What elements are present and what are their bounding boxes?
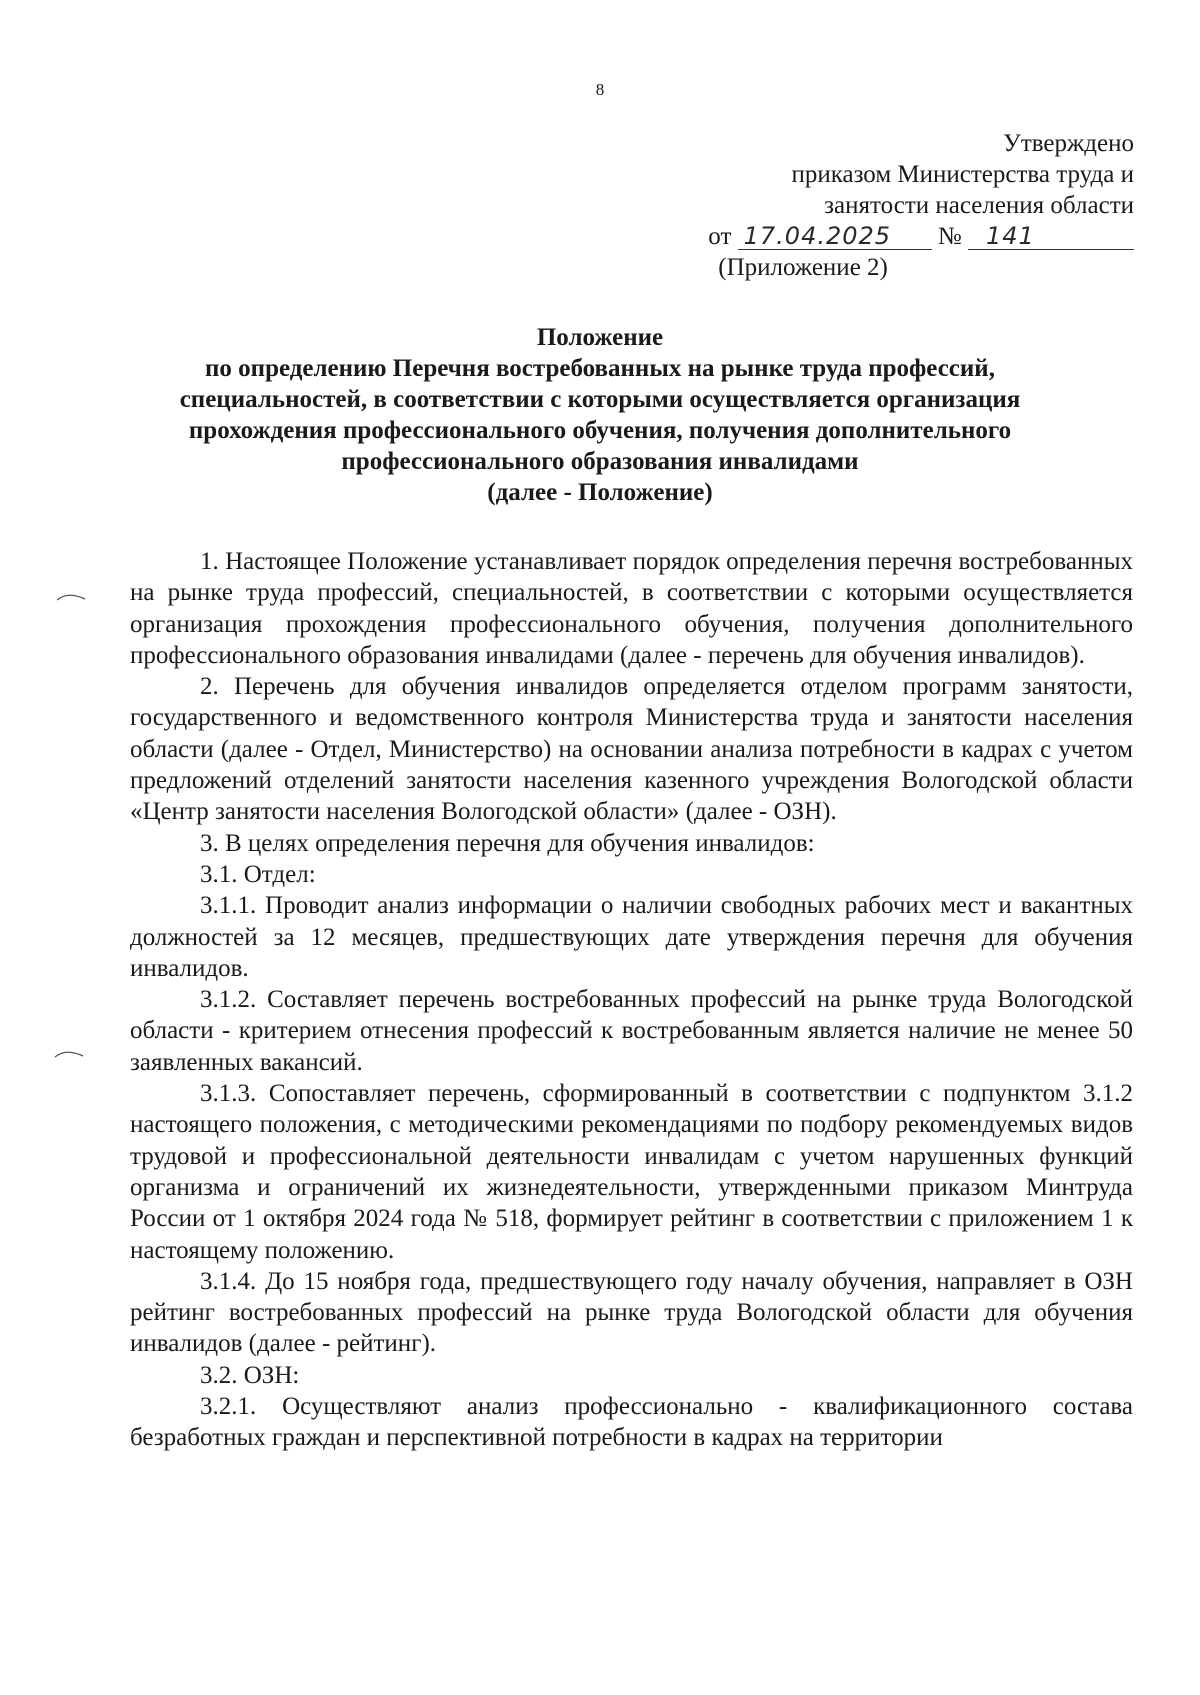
paragraph: 3.1.1. Проводит анализ информации о наличии свободных рабочих мест и вакантных должностей за 12 месяцев, предшествующих дате утверждения перечня для обучения инвалидов. [130,892,1133,982]
order-line [708,221,1134,252]
margin-tick-mark [54,1047,84,1059]
document-title [100,322,1100,508]
order-prefix: от [708,223,732,250]
margin-tick-mark [56,590,86,602]
paragraph: 3.1.4. До 15 ноября года, предшествующего году началу обучения, направляет в ОЗН рейтинг востребованных профессий на рынке труда Вологодской области для обучения инвалидов (далее - рейтинг). [130,1267,1133,1358]
order-date: 17.04.2025 [738,223,932,250]
title-line-4: прохождения профессионального обучения, получения дополнительного [188,417,1012,444]
paragraph: 1. Настоящее Положение устанавливает порядок определения перечня востребованных на рынке труда профессий, специальностей, в соответствии с которыми осуществляется организация прохождения профессионального обучения, получения дополнительного профессионального образования инвалидами (далее - перечень для обучения инвалидов). [130,548,1133,669]
approval-line-2: приказом Министерства труда и [791,161,1134,188]
paragraph: 3. В целях определения перечня для обучения инвалидов: [200,829,815,857]
paragraph: 3.1.2. Составляет перечень востребованных профессий на рынке труда Вологодской области - критерием отнесения профессий к востребованным является наличие не менее 50 заявленных вакансий. [130,986,1133,1076]
title-line-5: профессионального образования инвалидами [341,448,859,475]
page-number: 8 [595,80,605,99]
title-line-2: по определению Перечня востребованных на рынке труда профессий, [205,355,995,382]
paragraph: 3.2.1. Осуществляют анализ профессионально - квалификационного состава безработных граждан и перспективной потребности в кадрах на территории [130,1393,1133,1452]
approval-block [708,128,1134,283]
appendix-label: (Приложение 2) [718,254,888,281]
title-line-6: (далее - Положение) [487,479,713,506]
approval-line-1: Утверждено [1003,130,1134,157]
title-line-3: специальностей, в соответствии с которыми осуществляется организация [179,386,1021,413]
order-number: 141 [968,223,1134,250]
approval-line-3: занятости населения области [824,192,1134,219]
paragraph: 2. Перечень для обучения инвалидов определяется отделом программ занятости, государственного и ведомственного контроля Министерства труда и занятости населения области (далее - Отдел, Министерство) на основании анализа потребности в кадрах с учетом предложений отделений занятости населения казенного учреждения Вологодской области «Центр занятости населения Вологодской области» (далее - ОЗН). [130,673,1133,826]
paragraph: 3.1.3. Сопоставляет перечень, сформированный в соответствии с подпунктом 3.1.2 настоящего положения, с методическими рекомендациями по подбору рекомендуемых видов трудовой и профессиональной деятельности инвалидам с учетом нарушенных функций организма и ограничений их жизнедеятельности, утвержденными приказом Минтруда России от 1 октября 2024 года № 518, формирует рейтинг в соответствии с приложением 1 к настоящему положению. [130,1080,1133,1264]
document-body [130,546,1133,1454]
paragraph: 3.2. ОЗН: [200,1361,300,1389]
order-number-sign: № [937,223,962,250]
paragraph: 3.1. Отдел: [200,860,316,888]
title-line-1: Положение [536,324,664,351]
